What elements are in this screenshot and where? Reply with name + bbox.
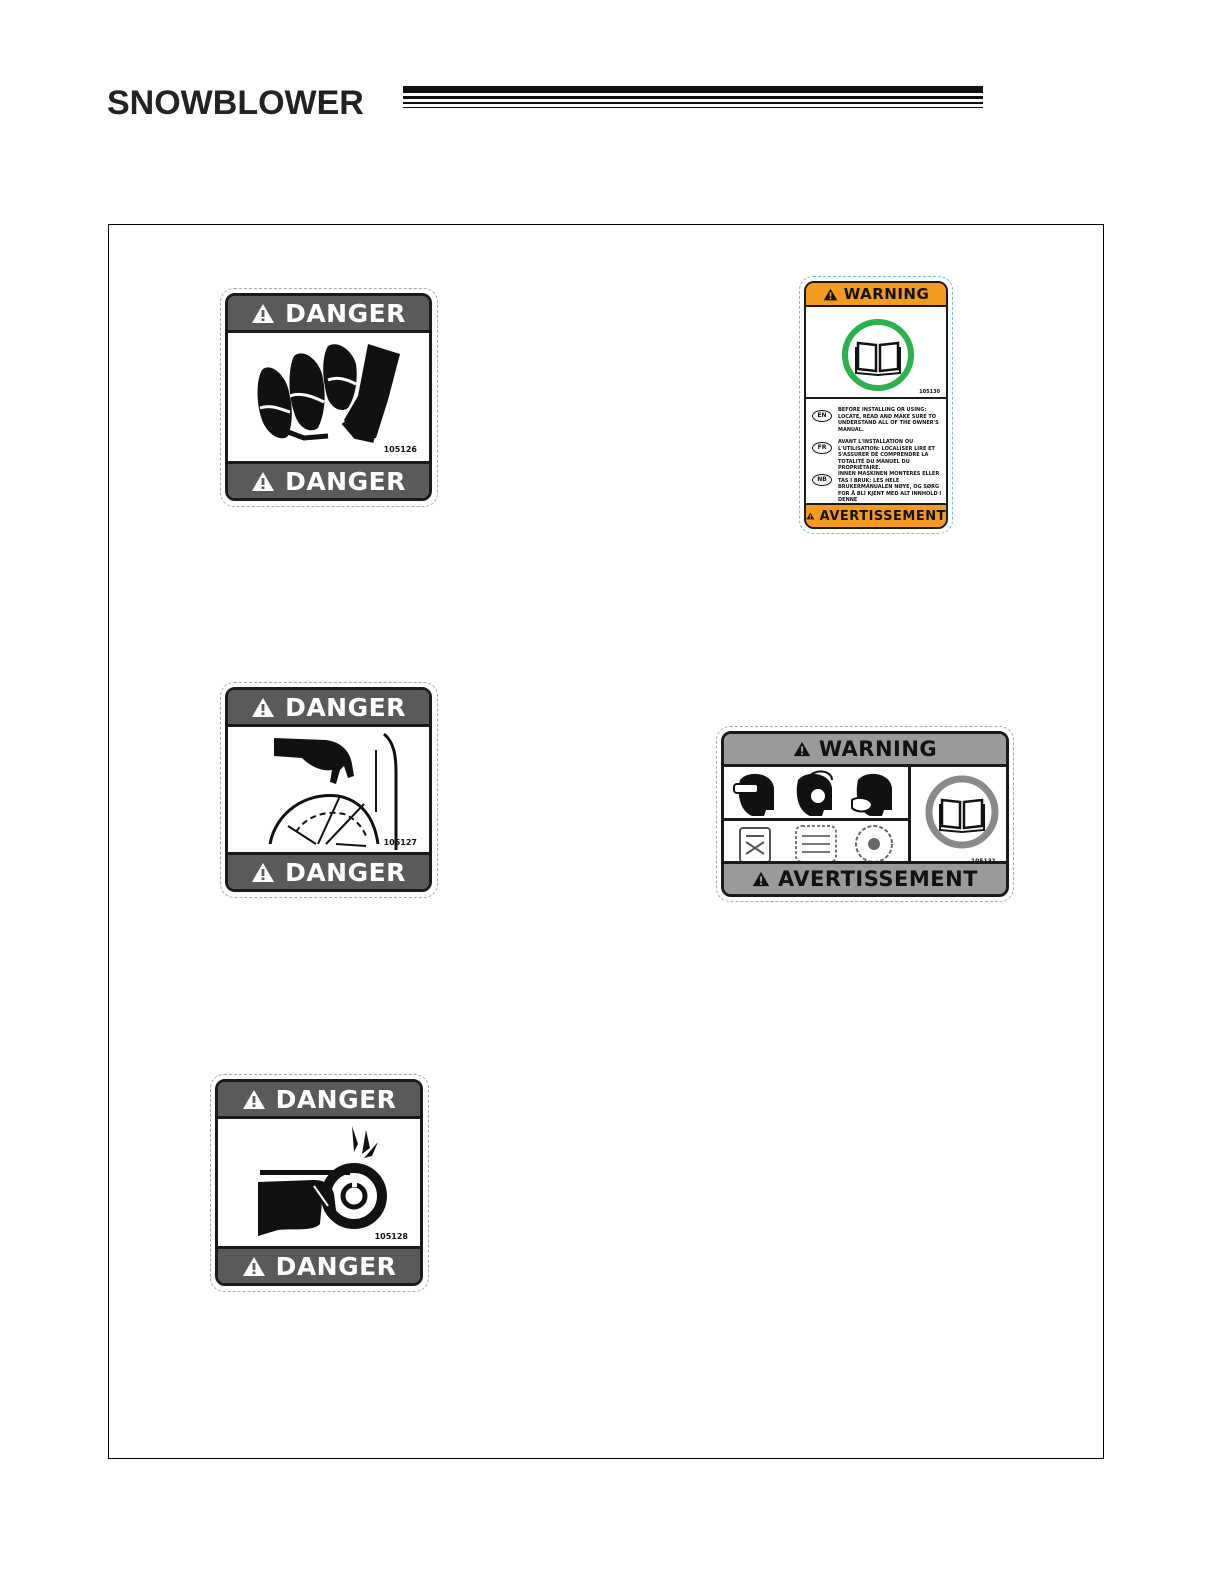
danger-decal-105128 [210,1074,429,1292]
danger-top-label: DANGER [285,298,406,328]
warning-decal-105130 [799,276,953,534]
danger-header-band [228,690,429,727]
language-text: AVANT L'INSTALLATION OU L'UTILISATION: LOCALISER LIRE ET S'ASSURER DE COMPRENDRE LA TOTALITÉ DU MANUEL DU PROPRIÉTAIRE. [838,439,935,471]
danger-header-band [228,296,429,333]
danger-bottom-label: DANGER [275,1251,397,1281]
language-code: NB [812,474,832,486]
danger-bottom-label: DANGER [285,857,406,887]
warning-triangle-icon [806,510,815,522]
language-block-nb [812,471,942,504]
warning-triangle-icon [251,862,275,883]
warning-bottom-label: AVERTISSEMENT [819,508,946,524]
dust-mask-icon [852,774,892,816]
warning-triangle-icon [251,303,275,324]
danger-header-band [218,1082,420,1119]
page-title: SNOWBLOWER [107,84,364,122]
warning-top-label: WARNING [843,285,930,303]
part-number: 105128 [374,1232,408,1241]
danger-footer-band [218,1246,420,1283]
warning-footer-band [724,861,1006,894]
language-text: INNEN MASKINEN MONTERES ELLER TAS I BRUK: LES HELE BRUKERMANUALEN NØYE, OG SØRG FOR Å BLI KJENT MED ALT INNHOLD I DENNE [838,471,942,503]
part-number: 105130 [919,389,940,395]
ppe-icons [732,770,904,866]
warning-bottom-label: AVERTISSEMENT [777,867,979,891]
divider [908,764,911,870]
feet-entanglement-icon [248,340,408,452]
ear-protection-icon [797,771,832,816]
danger-top-label: DANGER [275,1084,397,1114]
hand-impeller-icon [266,732,416,850]
warning-triangle-icon [823,288,838,301]
warning-triangle-icon [251,697,275,718]
warning-footer-band [806,503,946,527]
hand-belt-icon [254,1124,394,1242]
warning-triangle-icon [242,1256,266,1277]
danger-footer-band [228,461,429,498]
warning-triangle-icon [793,741,811,757]
danger-footer-band [228,852,429,889]
warning-triangle-icon [752,871,770,887]
language-code: FR [812,442,832,454]
danger-decal-105126 [220,288,438,507]
page-header [107,80,987,130]
part-number: 105126 [383,445,417,454]
warning-decal-105131 [716,726,1014,902]
warning-top-label: WARNING [818,737,938,761]
divider [806,397,946,399]
danger-decal-105127 [220,682,438,898]
language-code: EN [812,410,832,422]
warning-header-band [724,734,1006,767]
warning-triangle-icon [242,1089,266,1110]
language-block-fr [812,439,942,472]
warning-triangle-icon [251,471,275,492]
language-text: BEFORE INSTALLING OR USING: LOCATE, READ AND MAKE SURE TO UNDERSTAND ALL OF THE OWNER'S MANUAL. [838,407,939,433]
manual-book-icon [840,317,916,393]
language-block-en [812,407,942,433]
danger-bottom-label: DANGER [285,466,406,496]
auger-icon [796,826,836,862]
impeller-icon [856,826,892,862]
warning-header-band [806,283,946,307]
danger-top-label: DANGER [285,692,406,722]
manual-book-icon [924,774,1000,850]
belt-guard-icon [740,828,770,862]
header-rule-lines [403,86,983,111]
part-number: 105127 [383,838,417,847]
safety-goggles-icon [734,774,774,816]
